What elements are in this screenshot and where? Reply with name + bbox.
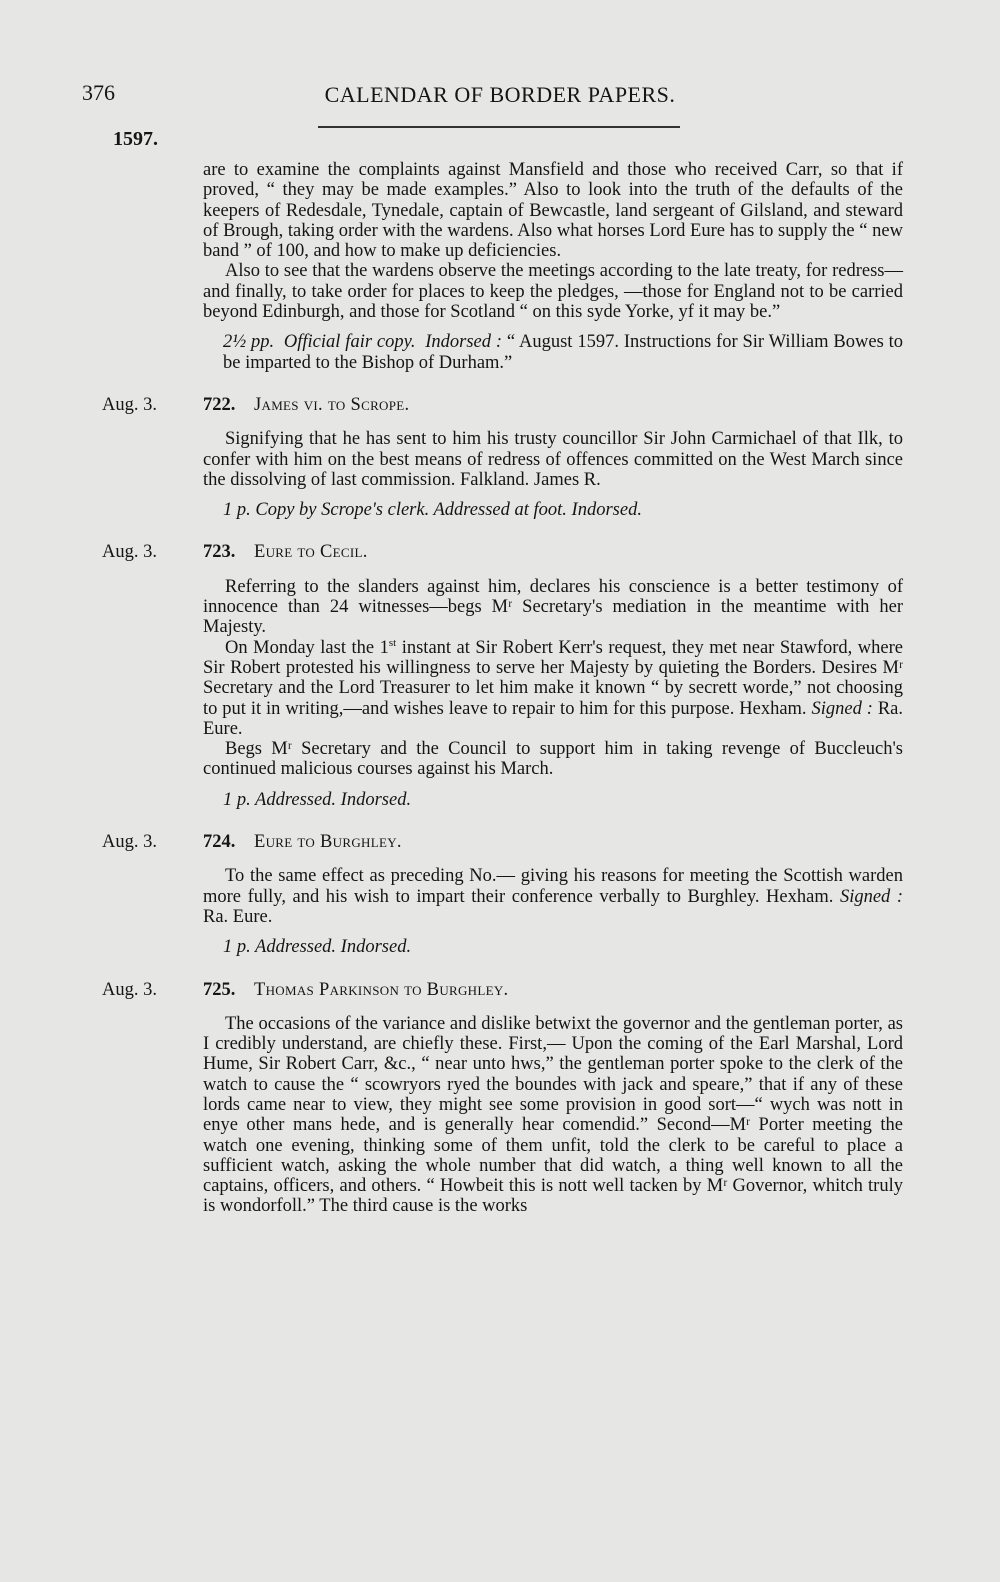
entry-heading — [203, 395, 903, 415]
entry-date: Aug. 3. — [102, 542, 157, 563]
signed-label: Signed : — [811, 698, 873, 719]
entry-heading — [203, 542, 903, 562]
entry-note — [223, 790, 903, 810]
note-copy: Official fair copy. — [283, 332, 416, 353]
entry-number: 724. — [203, 832, 236, 853]
intro-paragraph: are to examine the complaints against Mansfield and those who received Carr, so that if proved, “ they may be made examples.” Also to look into the truth of the defaults of the keepers of Redesdale, Tynedale, captain of Bewcastle, land sergeant of Gilsland, and steward of Brough, taking order with the wardens. Also what horses Lord Eure has to supply the “ new band ” of 100, and how to make up deficiencies. — [203, 160, 903, 262]
entry-title: Thomas Parkinson to Burghley. — [254, 979, 509, 1000]
entry-note — [223, 500, 903, 520]
entry-paragraph — [203, 866, 903, 927]
ordinal-superscript: st — [388, 636, 397, 649]
entry-724 — [102, 832, 904, 958]
entry-722 — [102, 394, 903, 521]
page-number: 376 — [82, 80, 115, 105]
note-indorsed-text: “ August 1597. Instructions for Sir William Bowes to be imparted to the Bishop of Durham.” — [223, 332, 904, 373]
entry-paragraph: The occasions of the variance and dislike betwixt the governor and the gentleman porter, as I credibly understand, are chiefly these. First,— Upon the coming of the Earl Marshal, Lord Hume, Sir Robert Carr, &c., “ near unto hws,” the gentleman porter spoke to the clerk of the watch to cause the “ scowryors ryed the boundes with jack and speare,” that if any of these lords came near to view, they might see some provision in good sort—“ wych was nott in enye other mans hede, and is generally hear comendid.” Second—Mʳ Porter meeting the watch one evening, thinking some of them unfit, told the clerk to be careful to place a sufficient watch, asking the whole number that did watch, a thing well known to all the captains, officers, and others. “ Howbeit this is nott well tacken by Mʳ Governor, whitch truly is wondorfoll.” The third cause is the works — [203, 1013, 903, 1217]
intro-note — [223, 332, 903, 373]
year-label: 1597. — [113, 128, 158, 150]
signed-label: Signed : — [839, 886, 904, 907]
entry-title: James vi. to Scrope. — [254, 394, 410, 415]
entry-paragraph: Referring to the slanders against him, declares his conscience is a better testimony of innocence than 24 witnesses—begs Mʳ Secretary's mediation in the meantime with her Majesty. — [203, 576, 903, 638]
entry-note-text: 1 p. Addressed. Indorsed. — [223, 937, 412, 958]
entry-date: Aug. 3. — [102, 394, 157, 415]
entry-number: 725. — [203, 979, 236, 1000]
document-body — [102, 160, 904, 1217]
entry-number: 723. — [203, 542, 236, 563]
entry-note-text: 1 p. Addressed. Indorsed. — [223, 789, 412, 810]
signature: Ra. Eure. — [203, 906, 273, 927]
entry-paragraph — [203, 638, 903, 739]
entry-number: 722. — [203, 394, 236, 415]
entry-heading — [203, 832, 903, 852]
entry-723 — [102, 542, 904, 810]
signature: Ra. Eure. — [203, 698, 904, 739]
entry-title: Eure to Cecil. — [254, 542, 368, 563]
entry-title: Eure to Burghley. — [254, 832, 402, 853]
entry-text: instant at Sir Robert Kerr's request, they met near Stawford, where Sir Robert protested his willingness to serve her Majesty by quieting the Borders. Desires Mʳ Secretary and the Lord Treasurer to let him make it known “ by secrett worde,” not choosing to put it in writing,—and wishes leave to repair to him for this purpose. Hexham. — [203, 637, 903, 719]
title-rule — [318, 126, 680, 128]
entry-heading — [203, 980, 903, 1000]
entry-note — [223, 937, 903, 957]
running-title: CALENDAR OF BORDER PAPERS. — [324, 82, 676, 107]
note-pages: 2½ pp. — [223, 332, 275, 353]
entry-date: Aug. 3. — [102, 979, 157, 1000]
intro-paragraph: Also to see that the wardens observe the meetings according to the late treaty, for redress—and finally, to take order for places to keep the pledges, —those for England not to be carried beyond Edinburgh, and those for Scotland “ on this syde Yorke, yf it may be.” — [203, 261, 903, 323]
note-indorsed-label: Indorsed : — [425, 332, 503, 353]
entry-725 — [102, 979, 903, 1217]
entry-date: Aug. 3. — [102, 832, 157, 853]
entry-paragraph: Begs Mʳ Secretary and the Council to support him in taking revenge of Buccleuch's continued malicious courses against his March. — [203, 739, 903, 780]
entry-paragraph: Signifying that he has sent to him his trusty councillor Sir John Carmichael of that Ilk, to confer with him on the best means of redress of offences committed on the West March since the dissolving of last commission. Falkland. James R. — [203, 429, 903, 490]
entry-text: To the same effect as preceding No.— giving his reasons for meeting the Scottish warden more fully, and his wish to impart their conference verbally to Burghley. Hexham. — [203, 866, 903, 907]
entry-text: On Monday last the 1 — [225, 637, 389, 658]
entry-note-text: 1 p. Copy by Scrope's clerk. Addressed at foot. Indorsed. — [223, 500, 642, 521]
